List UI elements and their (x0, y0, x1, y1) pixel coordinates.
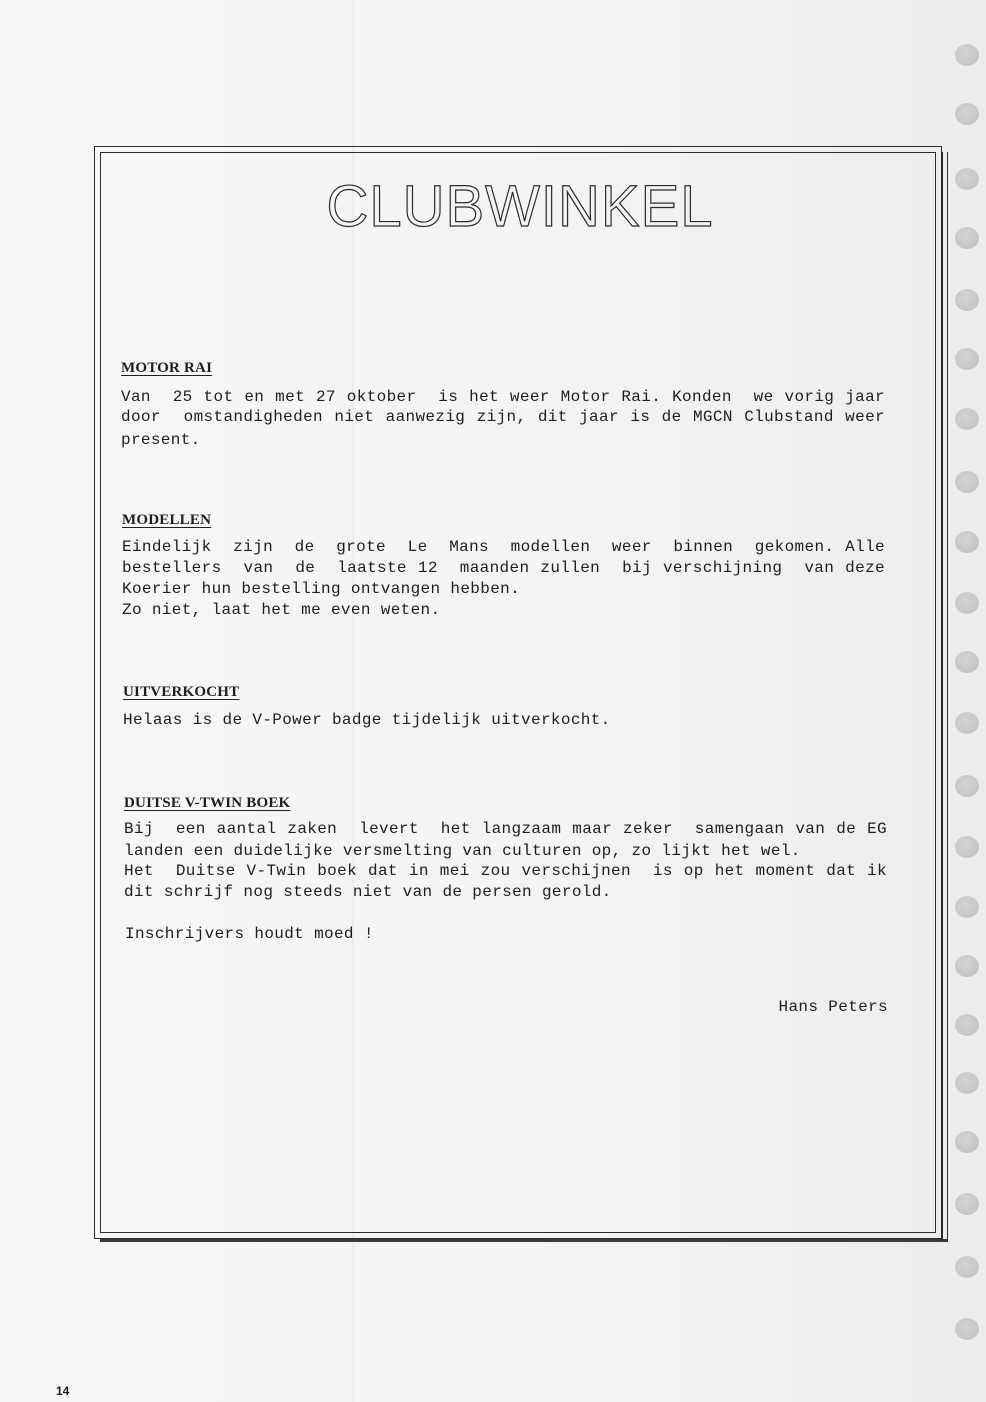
section-heading-motor-rai: MOTOR RAI (121, 360, 213, 376)
binder-hole (955, 103, 979, 125)
page-number: 14 (56, 1384, 70, 1398)
modellen-line-2: bestellers van de laatste 12 maanden zullen bij verschijning van deze (122, 559, 885, 577)
binder-hole (955, 408, 979, 430)
binder-hole (955, 44, 979, 66)
frame-shadow-right (942, 152, 948, 1242)
binder-hole (955, 1193, 979, 1215)
binder-hole (955, 1131, 979, 1153)
binder-hole (955, 227, 979, 249)
binder-hole (955, 348, 979, 370)
binder-hole (955, 289, 979, 311)
binder-hole (955, 168, 979, 190)
v-twin-line-1: Bij een aantal zaken levert het langzaam maar zeker samengaan van de EG (124, 820, 887, 838)
modellen-line-3: Koerier hun bestelling ontvangen hebben. (122, 580, 521, 598)
v-twin-line-3: Het Duitse V-Twin boek dat in mei zou verschijnen is op het moment dat ik (124, 862, 887, 880)
signature: Hans Peters (778, 998, 888, 1016)
modellen-line-4: Zo niet, laat het me even weten. (122, 601, 441, 619)
page-title: CLUBWINKEL (326, 174, 714, 239)
motor-rai-line-2: door omstandigheden niet aanwezig zijn, dit jaar is de MGCN Clubstand weer (121, 408, 885, 426)
v-twin-closing: Inschrijvers houdt moed ! (125, 925, 374, 943)
section-heading-uitverkocht: UITVERKOCHT (123, 684, 240, 700)
binder-hole (955, 1256, 979, 1278)
binder-hole (955, 896, 979, 918)
binder-hole (955, 712, 979, 734)
v-twin-line-2: landen een duidelijke versmelting van culturen op, zo lijkt het wel. (124, 842, 801, 860)
page-title-graphic (310, 172, 730, 242)
binder-hole (955, 531, 979, 553)
binder-hole (955, 775, 979, 797)
binder-hole (955, 651, 979, 673)
section-heading-duitse-v-twin-boek: DUITSE V-TWIN BOEK (124, 795, 291, 811)
modellen-line-1: Eindelijk zijn de grote Le Mans modellen weer binnen gekomen. Alle (122, 538, 885, 556)
motor-rai-line-3: present. (121, 431, 201, 449)
section-heading-modellen: MODELLEN (122, 512, 212, 528)
binder-hole (955, 1318, 979, 1340)
binder-hole (955, 955, 979, 977)
binder-hole (955, 471, 979, 493)
frame-shadow-bottom (100, 1239, 948, 1242)
binder-hole (955, 836, 979, 858)
motor-rai-line-1: Van 25 tot en met 27 oktober is het weer Motor Rai. Konden we vorig jaar (121, 388, 885, 406)
v-twin-line-4: dit schrijf nog steeds niet van de persen gerold. (124, 883, 612, 901)
uitverkocht-line-1: Helaas is de V-Power badge tijdelijk uitverkocht. (123, 711, 611, 729)
binder-hole (955, 592, 979, 614)
binder-hole (955, 1072, 979, 1094)
binder-hole (955, 1014, 979, 1036)
